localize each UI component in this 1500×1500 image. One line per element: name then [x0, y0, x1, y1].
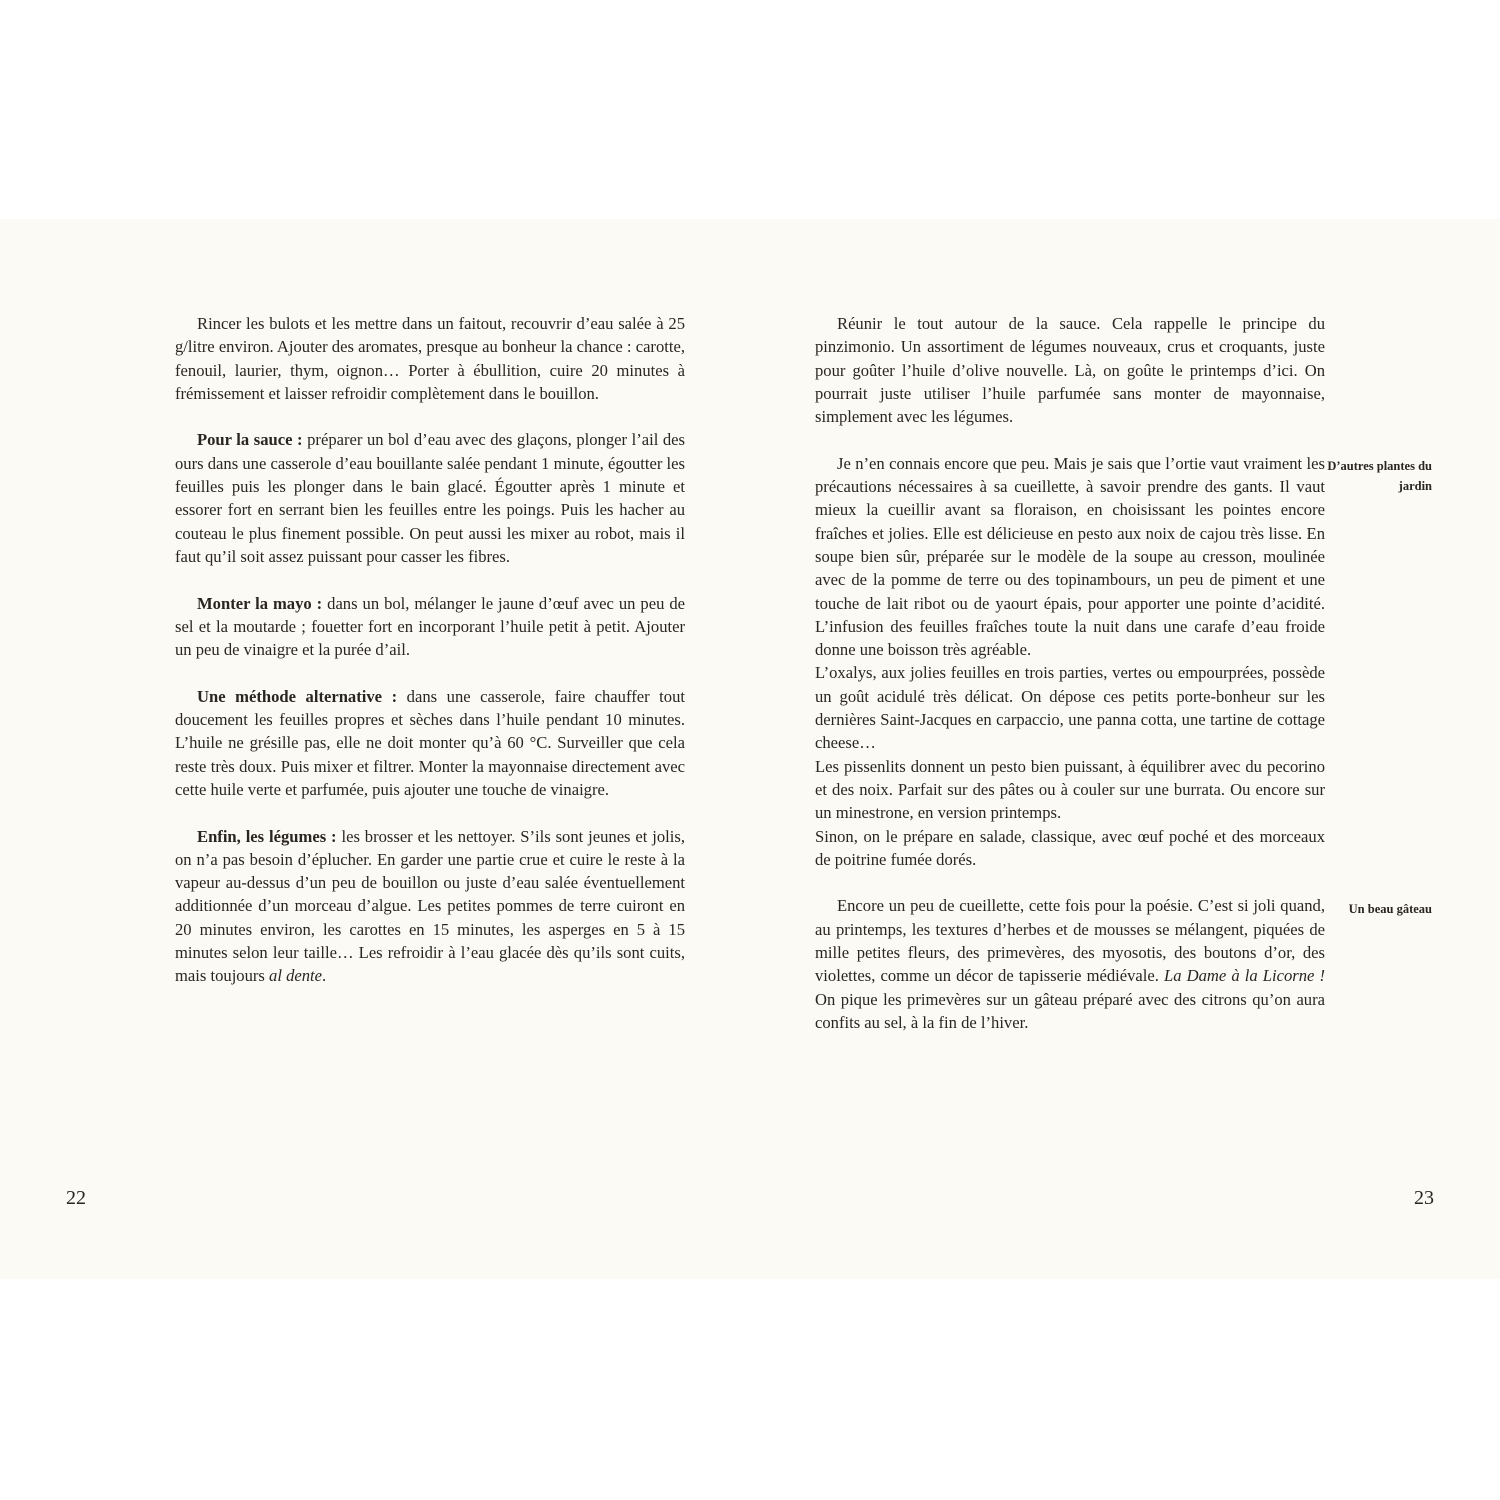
label-sauce: Pour la sauce :: [197, 430, 303, 450]
paragraph-reunir: Réunir le tout autour de la sauce. Cela rappelle le principe du pinzimonio. Un assortiment de légumes nouveaux, crus et croquants, juste pour goûter l’huile d’olive nouvelle. Là, on goûte le printemps d’ici. On pourrait juste utiliser l’huile parfumée sans monter de mayonnaise, simplement avec les légumes.: [815, 314, 1325, 427]
paragraph-methode: Une méthode alternative : dans une casserole, faire chauffer tout doucement les feuilles propres et sèches dans l’huile pendant 10 minutes. L’huile ne grésille pas, elle ne doit monter qu’à 60 °C. Surveiller que cela reste très doux. Puis mixer et filtrer. Monter la mayonnaise directement avec cette huile verte et parfumée, puis ajouter une touche de vinaigre.: [175, 686, 685, 799]
margin-note-gateau: Un beau gâteau: [1348, 902, 1432, 916]
right-text-column: [815, 312, 1325, 1034]
label-mayo: Monter la mayo :: [197, 593, 323, 613]
paragraph-sauce: Pour la sauce : préparer un bol d’eau avec des glaçons, plonger l’ail des ours dans une casserole d’eau bouillante salée pendant 1 minute, égoutter les feuilles puis les plonger dans le bain glacé. Égoutter après 1 minute et essorer fort en serrant bien les feuilles entre les poings. Puis les hacher au couteau le plus finement possible. On peut aussi les mixer au robot, mais il faut qu’il soit assez puissant pour casser les fibres.: [175, 430, 685, 566]
right-page: [750, 219, 1500, 1279]
paragraph-bulots: Rincer les bulots et les mettre dans un faitout, recouvrir d’eau salée à 25 g/litre environ. Ajouter des aromates, presque au bonheur la chance : carotte, fenouil, laurier, thym, oignon… Porter à ébullition, cuire 20 minutes à frémissement et laisser refroidir complètement dans le bouillon.: [175, 314, 685, 403]
paragraph-ortie: Je n’en connais encore que peu. Mais je sais que l’ortie vaut vraiment les précautions nécessaires à sa cueillette, à savoir prendre des gants. Il vaut mieux la cueillir avant sa floraison, en choisissant les pointes encore fraîches et jolies. Elle est délicieuse en pesto aux noix de cajou très lisse. En soupe bien sûr, préparée sur le modèle de la soupe au cresson, moulinée avec de la pomme de terre ou des topinambours, un peu de piment et une touche de lait ribot ou de yaourt épais, pour apporter une pointe d’acidité. L’infusion des feuilles fraîches toute la nuit dans une carafe d’eau froide donne une boisson très agréable.: [815, 453, 1325, 660]
label-methode: Une méthode alternative :: [197, 686, 398, 706]
margin-note-plantes: D’autres plantes du jardin: [1327, 459, 1432, 493]
paragraph-oxalys: L’oxalys, aux jolies feuilles en trois parties, vertes ou empourprées, possède un goût acidulé très délicat. On dépose ces petits porte-bonheur sur les dernières Saint-Jacques en carpaccio, une panna cotta, une tartine de cottage cheese…: [815, 663, 1325, 753]
page-number-right: 23: [1414, 1187, 1434, 1209]
left-page: [0, 219, 750, 1279]
paragraph-salade: Sinon, on le prépare en salade, classique, avec œuf poché et des morceaux de poitrine fumée dorés.: [815, 826, 1325, 869]
paragraph-pissenlits: Les pissenlits donnent un pesto bien puissant, à équilibrer avec du pecorino et des noix. Parfait sur des pâtes ou à couler sur une burrata. Ou encore sur un minestrone, en version printemps.: [815, 756, 1325, 823]
paragraph-legumes: Enfin, les légumes : les brosser et les nettoyer. S’ils sont jeunes et jolis, on n’a pas besoin d’éplucher. En garder une partie crue et cuire le reste à la vapeur au-dessus d’un peu de bouillon ou juste d’eau salée éventuellement additionnée d’un morceau d’algue. Les petites pommes de terre cuiront en 20 minutes environ, les carottes en 15 minutes, les asperges en 5 à 15 minutes selon leur taille… Les refroidir à l’eau glacée dès qu’ils sont cuits, mais toujours al dente.: [175, 826, 685, 986]
book-spread: [0, 219, 1500, 1279]
paragraph-mayo: Monter la mayo : dans un bol, mélanger le jaune d’œuf avec un peu de sel et la moutarde ; fouetter fort en incorporant l’huile petit à petit. Ajouter un peu de vinaigre et la purée d’ail.: [175, 593, 685, 660]
left-text-column: [175, 312, 685, 988]
paragraph-cueillette: Encore un peu de cueillette, cette fois pour la poésie. C’est si joli quand, au printemps, les textures d’herbes et de mousses se mélangent, piquées de mille petites fleurs, des primevères, des myosotis, des boutons d’or, des violettes, comme un décor de tapisserie médiévale. La Dame à la Licorne ! On pique les primevères sur un gâteau préparé avec des citrons qu’on aura confits au sel, à la fin de l’hiver.: [815, 896, 1325, 1032]
label-legumes: Enfin, les légumes :: [197, 826, 337, 846]
page-number-left: 22: [66, 1187, 86, 1209]
